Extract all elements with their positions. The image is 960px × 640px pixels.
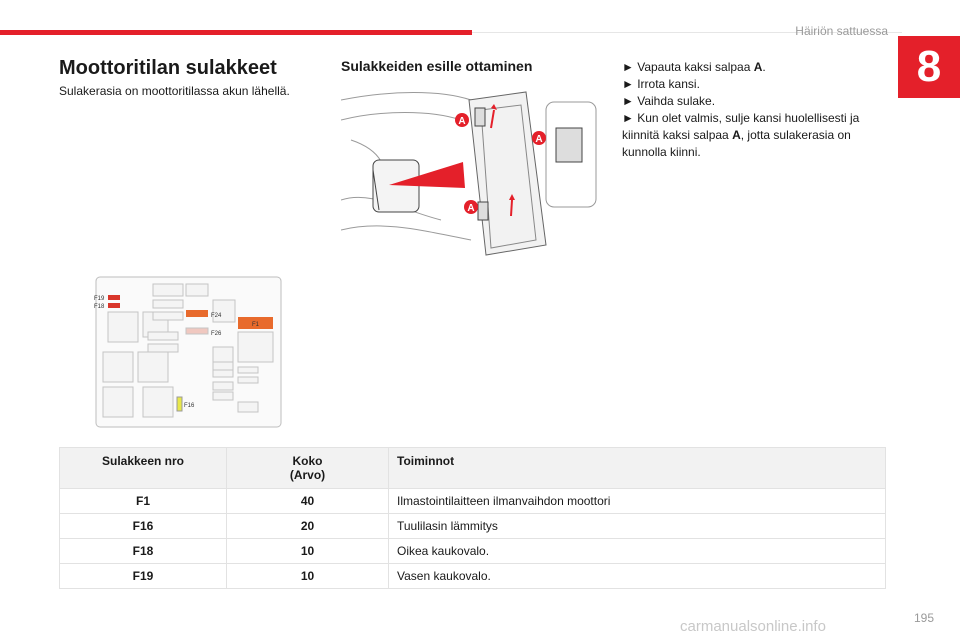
fuse-f24 xyxy=(186,310,208,317)
table-row xyxy=(60,564,886,589)
fuse-rating: 40 xyxy=(227,489,389,514)
fuse-layout-diagram xyxy=(88,262,288,437)
fusebox-removal-illustration xyxy=(341,80,601,260)
fuse-function: Vasen kaukovalo. xyxy=(389,564,886,589)
latch-label: A xyxy=(467,203,475,214)
latch-label: A xyxy=(458,116,466,127)
fuse-label: F24 xyxy=(211,313,222,319)
step-item: ► Kun olet valmis, sulje kansi huolellisesti ja kiinnitä kaksi salpaa A, jotta sulakerasia on kunnolla kiinni. xyxy=(622,111,860,159)
table-header-row xyxy=(60,448,886,489)
page-title: Moottoritilan sulakkeet xyxy=(59,57,277,79)
fuse-number: F16 xyxy=(60,514,227,539)
fuse-function: Oikea kaukovalo. xyxy=(389,539,886,564)
fuse-number: F18 xyxy=(60,539,227,564)
page-number: 195 xyxy=(913,611,934,625)
table-row xyxy=(60,489,886,514)
fuse-table xyxy=(59,447,886,589)
fuse-label: F1 xyxy=(252,322,260,328)
fuse-number: F19 xyxy=(60,564,227,589)
chapter-badge: 8 xyxy=(898,36,960,98)
fuse-f19 xyxy=(108,295,120,300)
fuse-number: F1 xyxy=(60,489,227,514)
step-item: ► Vaihda sulake. xyxy=(622,94,716,108)
fuse-f26 xyxy=(186,328,208,334)
table-row xyxy=(60,539,886,564)
col-header: Sulakkeen nro xyxy=(60,448,227,489)
steps-list xyxy=(622,59,882,161)
fuse-label: F16 xyxy=(184,403,195,409)
col-header: Toiminnot xyxy=(389,448,886,489)
fuse-rating: 10 xyxy=(227,564,389,589)
fuse-label: F19 xyxy=(94,296,105,302)
fuse-label: F18 xyxy=(94,304,105,310)
step-item: ► Irrota kansi. xyxy=(622,77,700,91)
intro-text: Sulakerasia on moottoritilassa akun lähellä. xyxy=(59,84,290,98)
fuse-function: Ilmastointilaitteen ilmanvaihdon moottori xyxy=(389,489,886,514)
step-item: ► Vapauta kaksi salpaa A. xyxy=(622,60,766,74)
fuse-f18 xyxy=(108,303,120,308)
watermark: carmanualsonline.info xyxy=(680,618,826,635)
fuse-rating: 20 xyxy=(227,514,389,539)
fusebox-small xyxy=(373,160,419,212)
fuse-f16 xyxy=(177,397,182,411)
col-header: Koko (Arvo) xyxy=(227,448,389,489)
fuse-label: F26 xyxy=(211,331,222,337)
fuse-rating: 10 xyxy=(227,539,389,564)
latch-detail xyxy=(556,128,582,162)
accent-bar xyxy=(0,30,472,35)
table-row xyxy=(60,514,886,539)
latch-label: A xyxy=(535,134,543,145)
section-title: Häiriön sattuessa xyxy=(795,24,888,38)
removal-title: Sulakkeiden esille ottaminen xyxy=(341,58,533,74)
fuse-function: Tuulilasin lämmitys xyxy=(389,514,886,539)
